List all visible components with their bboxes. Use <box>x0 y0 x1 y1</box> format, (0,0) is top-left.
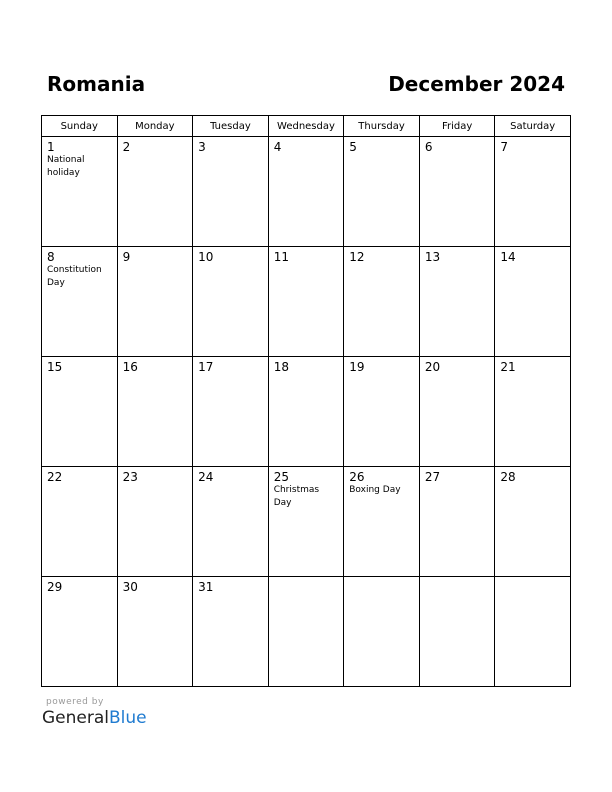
weekday-header-row <box>42 116 571 137</box>
day-number: 8 <box>47 250 55 264</box>
day-cell-19 <box>344 357 420 467</box>
day-cell-2 <box>117 137 193 247</box>
day-number: 28 <box>500 470 516 484</box>
day-cell-4 <box>268 137 344 247</box>
powered-by-text: powered by <box>46 697 104 707</box>
day-number: 11 <box>273 250 289 264</box>
day-cell-1 <box>42 137 118 247</box>
day-cell-31 <box>193 577 269 687</box>
week-row <box>42 137 571 247</box>
day-cell-3 <box>193 137 269 247</box>
day-cell-13 <box>419 247 495 357</box>
day-cell-14 <box>495 247 571 357</box>
day-number: 3 <box>198 140 206 154</box>
day-number: 6 <box>424 140 433 154</box>
day-number: 17 <box>198 360 214 374</box>
day-cell-15 <box>42 357 118 467</box>
day-cell-21 <box>495 357 571 467</box>
day-number: 26 <box>349 470 365 484</box>
country-title: Romania <box>47 72 146 96</box>
day-number: 23 <box>122 470 138 484</box>
day-cell-5 <box>344 137 420 247</box>
day-cell-11 <box>268 247 344 357</box>
weekday-wednesday: Wednesday <box>268 116 344 137</box>
month-title: December 2024 <box>388 72 565 96</box>
day-number: 25 <box>273 470 289 484</box>
day-number: 5 <box>349 140 357 154</box>
day-number: 9 <box>122 250 131 264</box>
day-number: 20 <box>424 360 441 374</box>
day-cell-6 <box>419 137 495 247</box>
weekday-saturday: Saturday <box>495 116 571 137</box>
day-cell-12 <box>344 247 420 357</box>
generalblue-logo[interactable] <box>42 707 147 729</box>
calendar-body <box>42 137 571 687</box>
day-number: 21 <box>500 360 516 374</box>
day-cell-27 <box>419 467 495 577</box>
day-number: 15 <box>47 360 63 374</box>
day-number: 2 <box>122 140 131 154</box>
day-number: 14 <box>500 250 516 264</box>
empty-day-cell <box>419 577 495 687</box>
day-cell-25 <box>268 467 344 577</box>
day-number: 1 <box>47 140 55 154</box>
day-number: 13 <box>424 250 441 264</box>
weekday-thursday: Thursday <box>344 116 420 137</box>
day-cell-9 <box>117 247 193 357</box>
day-number: 4 <box>273 140 282 154</box>
day-number: 16 <box>122 360 138 374</box>
week-row <box>42 577 571 687</box>
day-number: 31 <box>198 580 214 594</box>
day-number: 12 <box>349 250 365 264</box>
empty-day-cell <box>268 577 344 687</box>
day-number: 27 <box>424 470 441 484</box>
weekday-sunday: Sunday <box>42 116 118 137</box>
day-cell-29 <box>42 577 118 687</box>
day-cell-26 <box>344 467 420 577</box>
day-number: 22 <box>47 470 63 484</box>
day-cell-22 <box>42 467 118 577</box>
day-number: 18 <box>273 360 289 374</box>
day-cell-7 <box>495 137 571 247</box>
logo-text-blue: Blue <box>109 708 147 728</box>
day-number: 19 <box>349 360 365 374</box>
day-cell-10 <box>193 247 269 357</box>
week-row <box>42 357 571 467</box>
holiday-label: Christmas Day <box>273 485 320 508</box>
holiday-label: National holiday <box>47 155 85 178</box>
holiday-label: Boxing Day <box>349 485 401 495</box>
day-number: 30 <box>122 580 138 594</box>
day-cell-18 <box>268 357 344 467</box>
weekday-friday: Friday <box>419 116 495 137</box>
weekday-tuesday: Tuesday <box>193 116 269 137</box>
day-number: 10 <box>198 250 214 264</box>
empty-day-cell <box>344 577 420 687</box>
day-cell-30 <box>117 577 193 687</box>
week-row <box>42 247 571 357</box>
day-number: 29 <box>47 580 63 594</box>
day-cell-24 <box>193 467 269 577</box>
week-row <box>42 467 571 577</box>
calendar-grid <box>41 115 571 687</box>
day-cell-8 <box>42 247 118 357</box>
empty-day-cell <box>495 577 571 687</box>
day-number: 24 <box>198 470 214 484</box>
logo-text-general: General <box>42 708 109 728</box>
weekday-monday: Monday <box>117 116 193 137</box>
day-cell-23 <box>117 467 193 577</box>
day-cell-17 <box>193 357 269 467</box>
day-cell-20 <box>419 357 495 467</box>
day-cell-16 <box>117 357 193 467</box>
day-cell-28 <box>495 467 571 577</box>
day-number: 7 <box>500 140 509 154</box>
holiday-label: Constitution Day <box>47 265 102 288</box>
